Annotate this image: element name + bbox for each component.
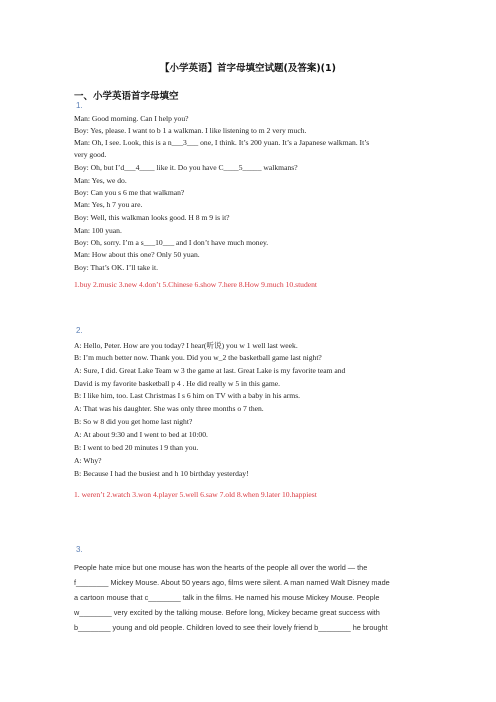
q1-line: Man: Oh, I see. Look, this is a n___3___ one, I think. It’s 200 yuan. It’s a Japanese walkman. It’s [74,138,370,147]
q2-line: B: Because I had the busiest and h 10 birthday yesterday! [74,469,249,478]
q1-line: Boy: Oh, but I’d___4____ like it. Do you have C____5_____ walkmans? [74,163,298,172]
q2-line: A: That was his daughter. She was only three months o 7 then. [74,404,264,413]
q1-line: Boy: Oh, sorry. I’m a s___10___ and I don’t have much money. [74,238,269,247]
q1-line: Man: Good morning. Can I help you? [74,114,189,123]
q2-line: B: I’m much better now. Thank you. Did you w_2 the basketball game last night? [74,353,322,362]
q1-line: Man: 100 yuan. [74,226,122,235]
q1-line: Boy: Well, this walkman looks good. H 8 m 9 is it? [74,213,230,222]
q2-line: A: Sure, I did. Great Lake Team w 3 the game at last. Great Lake is my favorite team and [74,366,346,375]
q1-line: very good. [74,150,107,159]
q2-line: B: So w 8 did you get home last night? [74,417,193,426]
q3-line: w________ very excited by the talking mouse. Before long, Mickey became great success with [74,608,380,617]
q1-line: Boy: That’s OK. I’ll take it. [74,263,159,272]
section-heading: 一、小学英语首字母填空 [74,91,179,102]
document-title: 【小学英语】首字母填空试题(及答案)(1) [160,63,336,74]
q2-answer-key: 1. weren’t 2.watch 3.won 4.player 5.well 6.saw 7.old 8.when 9.later 10.happiest [74,490,317,499]
q1-line: Man: Yes, h 7 you are. [74,200,143,209]
question-2-number: 2. [76,326,83,335]
q2-line: B: I went to bed 20 minutes l 9 than you. [74,443,199,452]
q1-answer-key: 1.buy 2.music 3.new 4.don’t 5.Chinese 6.show 7.here 8.How 9.much 10.student [74,280,318,289]
q3-line: f________ Mickey Mouse. About 50 years ago, films were silent. A man named Walt Disney made [74,578,390,587]
question-1-number: 1. [76,101,83,110]
question-3-number: 3. [76,545,83,554]
q3-line: People hate mice but one mouse has won the hearts of the people all over the world — the [74,563,368,572]
q3-line: b________ young and old people. Children loved to see their lovely friend b________ he brought [74,623,388,632]
q1-line: Man: How about this one? Only 50 yuan. [74,250,200,259]
q2-line: David is my favorite basketball p 4 . He did really w 5 in this game. [74,379,281,388]
q2-line: A: Hello, Peter. How are you today? I hear(听说) you w 1 well last week. [74,341,298,350]
q1-line: Boy: Can you s 6 me that walkman? [74,188,185,197]
q2-line: B: I like him, too. Last Christmas I s 6 him on TV with a baby in his arms. [74,391,301,400]
q1-line: Man: Yes, we do. [74,176,127,185]
q2-line: A: At about 9:30 and I went to bed at 10:00. [74,430,208,439]
q2-line: A: Why? [74,456,102,465]
q1-line: Boy: Yes, please. I want to b 1 a walkman. I like listening to m 2 very much. [74,126,307,135]
q3-line: a cartoon mouse that c________ talk in the films. He named his mouse Mickey Mouse. People [74,593,380,602]
